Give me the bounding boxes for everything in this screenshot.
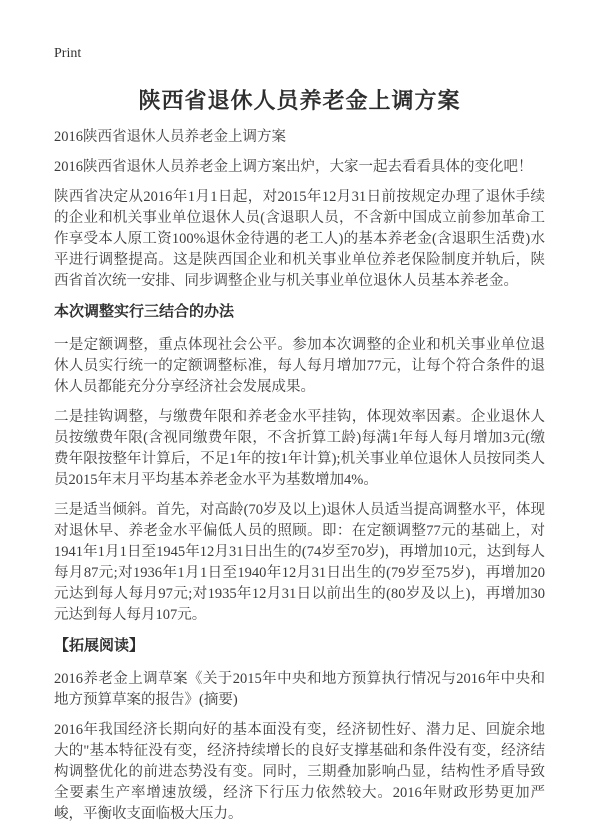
paragraph-draft-reference: 2016养老金上调草案《关于2015年中央和地方预算执行情况与2016年中央和地方预算草案的报告》(摘要) (54, 671, 545, 708)
intro-line: 2016陕西省退休人员养老金上调方案 (54, 129, 286, 145)
article-body (54, 127, 545, 825)
section-heading-extended-reading: 【拓展阅读】 (54, 638, 145, 654)
paragraph-method-1: 一是定额调整，重点体现社会公平。参加本次调整的企业和机关事业单位退休人员实行统一的定额调整标准，每人每月增加77元，让每个符合条件的退休人员都能充分分享经济社会发展成果。 (54, 337, 545, 395)
page-title: 陕西省退休人员养老金上调方案 (138, 88, 461, 113)
section-heading-methods: 本次调整实行三结合的办法 (54, 304, 235, 320)
paragraph-method-3: 三是适当倾斜。首先，对高龄(70岁及以上)退休人员适当提高调整水平，体现对退休早、养老金水平偏低人员的照顾。即：在定额调整77元的基础上，对1941年1月1日至1945年12月31日出生的(74岁至70岁)，再增加10元，达到每人每月87元;对1936年1月1日至1940年12月31日出生的(79岁至75岁)，再增加20元达到每人每月97元;对1935年12月31日以前出生的(80岁及以上)，再增加30元达到每人每月107元。 (54, 502, 545, 623)
paragraph-economy: 2016年我国经济长期向好的基本面没有变，经济韧性好、潜力足、回旋余地大的"基本特征没有变，经济持续增长的良好支撑基础和条件没有变，经济结构调整优化的前进态势没有变。同时，三期叠加影响凸显，结构性矛盾导致全要素生产率增速放缓，经济下行压力依然较大。2016年财政形势更加严峻，平衡收支面临极大压力。 (54, 722, 545, 822)
paragraph-method-2: 二是挂钩调整，与缴费年限和养老金水平挂钩，体现效率因素。企业退休人员按缴费年限(含视同缴费年限，不含折算工龄)每满1年每人每月增加3元(缴费年限按整年计算后，不足1年的按1年计算);机关事业单位退休人员按同类人员2015年末月平均基本养老金水平为基数增加4%。 (54, 409, 545, 488)
intro-line-2: 2016陕西省退休人员养老金上调方案出炉，大家一起去看看具体的变化吧！ (54, 159, 533, 175)
print-button[interactable]: Print (54, 46, 82, 61)
paragraph-overview: 陕西省决定从2016年1月1日起，对2015年12月31日前按规定办理了退休手续的企业和机关事业单位退休人员(含退职人员，不含新中国成立前参加革命工作享受本人原工资100%退休金待遇的老工人)的基本养老金(含退职生活费)水平进行调整提高。这是陕西国企业和机关事业单位养老保险制度并轨后，陕西省首次统一安排、同步调整企业与机关事业单位退休人员基本养老金。 (54, 189, 545, 289)
